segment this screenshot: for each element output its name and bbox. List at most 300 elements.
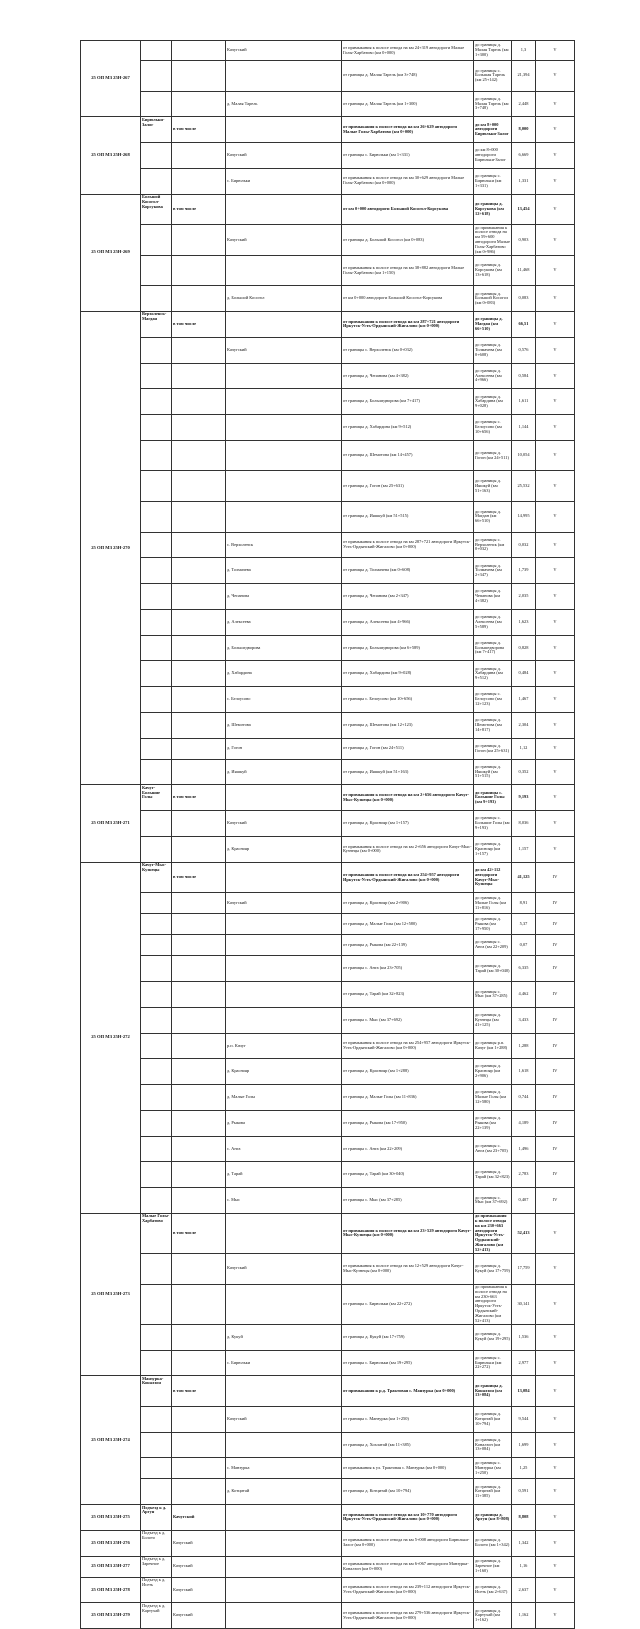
section-end: до примыкания к полосе отвода на км 230+663 автодороги Иркутск-Усть-Ордынский-Жигалово (км 52+413): [474, 1213, 512, 1253]
road-district: [172, 1110, 226, 1136]
settlement-name: [226, 1376, 342, 1407]
road-category: V: [536, 225, 575, 256]
section-start: от границы д. Краснояр (км 1+157): [342, 811, 474, 837]
section-length: 4,189: [512, 1110, 536, 1136]
table-row: [81, 738, 575, 759]
settlement-name: д. Большедворова: [226, 635, 342, 661]
road-district: [172, 225, 226, 256]
section-end: до границы д. Шемотова (км 14+817): [474, 712, 512, 738]
section-start: от границы с. Верхоленск (км 0+032): [342, 337, 474, 363]
road-district: [172, 1284, 226, 1324]
section-end: до границы д. Кукуй (км 19+295): [474, 1324, 512, 1350]
section-length: 2,637: [512, 1577, 536, 1603]
section-start: от границы д. Ияшкуй (км 51+163): [342, 759, 474, 785]
road-code: 25 ОП МЗ 25Н-269: [81, 194, 141, 311]
section-end: до границы д. Гогон (км 24+511): [474, 440, 512, 471]
settlement-name: [226, 1577, 342, 1603]
section-start: от границы д. Гогон (км 24+511): [342, 738, 474, 759]
road-category: V: [536, 1432, 575, 1458]
section-end: до границы с. Большие Голы (км 9+193): [474, 811, 512, 837]
section-end: до границы р.п. Качуг (км 1+288): [474, 1033, 512, 1059]
road-name: [141, 143, 172, 169]
section-length: 1,288: [512, 1033, 536, 1059]
road-category: V: [536, 363, 575, 389]
section-end: до границы д. Тарай (км 32+823): [474, 1162, 512, 1188]
table-row: [81, 1458, 575, 1479]
section-start: от км 0+000 автодороги Большой Косогол-Корсукова: [342, 286, 474, 312]
section-length: 10,054: [512, 440, 536, 471]
section-end: до границы д. Краснояр (км 2+906): [474, 1059, 512, 1085]
road-category: V: [536, 415, 575, 441]
settlement-name: [226, 61, 342, 92]
section-start: от границы д. Ияшкуй (км 51+515): [342, 502, 474, 533]
table-row: [81, 1432, 575, 1458]
road-district: Качугский: [172, 1603, 226, 1629]
road-district: [172, 687, 226, 713]
settlement-name: [226, 1284, 342, 1324]
settlement-name: Качугский: [226, 893, 342, 914]
road-district: [172, 1458, 226, 1479]
road-district: [172, 532, 226, 558]
table-row: [81, 1479, 575, 1505]
table-row: [81, 415, 575, 441]
road-name: [141, 337, 172, 363]
road-district: [172, 337, 226, 363]
road-district: Качугский: [172, 1556, 226, 1577]
road-name: [141, 836, 172, 862]
road-category: V: [536, 836, 575, 862]
road-name: [141, 363, 172, 389]
road-name: [141, 1350, 172, 1376]
table-row: [81, 91, 575, 117]
road-name: [141, 415, 172, 441]
section-end: до границы д. Большой Косогол (км 0+083): [474, 286, 512, 312]
settlement-name: [226, 255, 342, 286]
road-category: V: [536, 389, 575, 415]
settlement-name: [226, 956, 342, 982]
table-row: [81, 785, 575, 811]
road-category: IV: [536, 935, 575, 956]
road-district: [172, 1324, 226, 1350]
road-category: V: [536, 286, 575, 312]
road-district: [172, 584, 226, 610]
section-start: от границы д. Кукуй (км 17+759): [342, 1324, 474, 1350]
settlement-name: [226, 1432, 342, 1458]
settlement-name: Качугский: [226, 811, 342, 837]
section-start: от границы д. Малые Голы (км 12+580): [342, 914, 474, 935]
road-code: 25 ОП МЗ 25Н-274: [81, 1376, 141, 1505]
table-row: [81, 1505, 575, 1531]
road-category: V: [536, 738, 575, 759]
section-start: от примыкания к полосе отвода на км 26+629 автодороги Малые Голы-Харбатово (км 0+000): [342, 117, 474, 143]
section-start: от примыкания к полосе отвода на км 279+536 автодороги Иркутск-Усть-Ордынский-Жигалово (км 0+000): [342, 1603, 474, 1629]
section-end: до границы д. Заречное (км 1+160): [474, 1556, 512, 1577]
table-row: [81, 1577, 575, 1603]
settlement-name: д. Алексеева: [226, 609, 342, 635]
section-start: от границы д. Рыкова (км 17+950): [342, 1110, 474, 1136]
section-start: от границы д. Гогон (км 25+631): [342, 471, 474, 502]
road-name: [141, 635, 172, 661]
road-name: [141, 225, 172, 256]
road-district: [172, 558, 226, 584]
road-category: V: [536, 91, 575, 117]
road-district: в том числе: [172, 785, 226, 811]
section-length: 1,342: [512, 1530, 536, 1556]
table-row: [81, 61, 575, 92]
road-category: IV: [536, 1136, 575, 1162]
table-row: [81, 117, 575, 143]
section-end: до границы д. Хабардина (км 9+512): [474, 661, 512, 687]
settlement-name: [226, 862, 342, 893]
road-category: IV: [536, 1110, 575, 1136]
road-category: V: [536, 1284, 575, 1324]
road-district: [172, 935, 226, 956]
road-category: IV: [536, 981, 575, 1007]
section-start: от границы д. Большой Косогол (км 0+083): [342, 225, 474, 256]
section-start: от примыкания к полосе отвода на км 30+629 автодороги Малые Голы-Харбатово (км 0+000): [342, 168, 474, 194]
table-row: [81, 1033, 575, 1059]
section-end: до границы д. Малые Голы (км 12+580): [474, 1085, 512, 1111]
section-end: до границы д. Рыкова (км 17+950): [474, 914, 512, 935]
road-category: V: [536, 785, 575, 811]
table-row: [81, 312, 575, 338]
section-end: до км 8+000 автодороги Бирюльки-Залог: [474, 117, 512, 143]
settlement-name: с. Мыс: [226, 1188, 342, 1214]
document-page: [80, 40, 574, 1629]
section-start: от примыкания к полосе отвода на км 10+770 автодороги Иркутск-Усть-Ордынский-Жигалово (км 0+000): [342, 1505, 474, 1531]
table-row: [81, 389, 575, 415]
section-length: 1,12: [512, 738, 536, 759]
settlement-name: Качугский: [226, 225, 342, 256]
table-row: [81, 1213, 575, 1253]
section-length: 9,544: [512, 1406, 536, 1432]
section-start: от границы с. Мыс (км 37+285): [342, 1188, 474, 1214]
settlement-name: Качугский: [226, 1406, 342, 1432]
road-code: 25 ОП МЗ 25Н-272: [81, 862, 141, 1213]
section-length: 21,394: [512, 61, 536, 92]
road-category: IV: [536, 956, 575, 982]
section-length: 2,035: [512, 584, 536, 610]
settlement-name: р.п. Качуг: [226, 1033, 342, 1059]
settlement-name: д. Толмачева: [226, 558, 342, 584]
road-name: [141, 471, 172, 502]
section-start: от границы с. Мыс (км 37+692): [342, 1007, 474, 1033]
settlement-name: с. Манзурка: [226, 1458, 342, 1479]
section-start: от примыкания к полосе отвода на км 287+721 автодороги Иркутск-Усть-Ордынский-Жигалово (км 0+000): [342, 532, 474, 558]
section-start: от примыкания к полосе отвода на км 23+529 автодороги Качуг-Мыс-Кузнецы (км 0+000): [342, 1213, 474, 1253]
section-end: до границы д. Коналзон (км 13+084): [474, 1432, 512, 1458]
settlement-name: д. Кукуй: [226, 1324, 342, 1350]
road-name: [141, 1188, 172, 1214]
section-start: от примыкания к полосе отвода на км 2+656 автодороги Качуг-Мыс-Кузнецы (км 0+000): [342, 785, 474, 811]
road-district: [172, 61, 226, 92]
section-end: до границы д. Хабардина (км 9+028): [474, 389, 512, 415]
road-district: [172, 286, 226, 312]
road-category: V: [536, 1530, 575, 1556]
settlement-name: д. Гогон: [226, 738, 342, 759]
section-end: до границы д. Краснояр (км 1+157): [474, 836, 512, 862]
section-start: от границы с. Бирюльки (км 19+295): [342, 1350, 474, 1376]
table-row: [81, 893, 575, 914]
settlement-name: с. Бирюльки: [226, 1350, 342, 1376]
table-row: [81, 1603, 575, 1629]
road-district: [172, 1085, 226, 1111]
settlement-name: д. Тарай: [226, 1162, 342, 1188]
settlement-name: [226, 914, 342, 935]
table-row: [81, 337, 575, 363]
road-name: [141, 286, 172, 312]
table-row: [81, 609, 575, 635]
settlement-name: [226, 194, 342, 225]
road-category: IV: [536, 1033, 575, 1059]
road-name: [141, 255, 172, 286]
road-name: [141, 1406, 172, 1432]
road-name: Верхоленск-Магдан: [141, 312, 172, 338]
road-name: [141, 1007, 172, 1033]
section-start: от границы д. Шемотова (км 12+123): [342, 712, 474, 738]
section-length: 8,000: [512, 117, 536, 143]
section-start: от границы д. Толмачева (км 0+608): [342, 558, 474, 584]
section-length: 0,07: [512, 935, 536, 956]
section-end: до границы с. Белоусово (км 10+656): [474, 415, 512, 441]
road-category: IV: [536, 1085, 575, 1111]
table-row: [81, 836, 575, 862]
road-district: [172, 255, 226, 286]
section-start: от границы с. Бирюльки (км 1+331): [342, 143, 474, 169]
section-length: 1,618: [512, 1059, 536, 1085]
road-code: 25 ОП МЗ 25Н-275: [81, 1505, 141, 1531]
table-row: [81, 532, 575, 558]
section-start: от границы д. Чепанова (км 4+382): [342, 363, 474, 389]
section-length: 0,352: [512, 759, 536, 785]
road-code: 25 ОП МЗ 25Н-267: [81, 41, 141, 117]
section-length: 0,744: [512, 1085, 536, 1111]
section-start: от границы д. Котцитай (км 10+794): [342, 1479, 474, 1505]
section-end: до границы д. Малая Тарель (км 3+748): [474, 91, 512, 117]
road-category: IV: [536, 862, 575, 893]
road-category: V: [536, 1505, 575, 1531]
settlement-name: д. Краснояр: [226, 836, 342, 862]
road-district: [172, 1033, 226, 1059]
settlement-name: д. Краснояр: [226, 1059, 342, 1085]
road-category: V: [536, 440, 575, 471]
road-district: [172, 712, 226, 738]
road-category: V: [536, 312, 575, 338]
settlement-name: д. Шемотова: [226, 712, 342, 738]
section-length: 1,496: [512, 1136, 536, 1162]
road-name: [141, 661, 172, 687]
section-length: 0,828: [512, 635, 536, 661]
settlement-name: [226, 117, 342, 143]
road-district: [172, 143, 226, 169]
section-length: 8,91: [512, 893, 536, 914]
section-end: до границы с. Анга (км 22+209): [474, 935, 512, 956]
section-length: 0,903: [512, 225, 536, 256]
road-name: Подъезд к д. Заречное: [141, 1556, 172, 1577]
settlement-name: д. Большой Косогол: [226, 286, 342, 312]
road-district: Качугский: [172, 1505, 226, 1531]
section-end: до границы д. Толмачева (км 2+347): [474, 558, 512, 584]
section-length: 1,25: [512, 1458, 536, 1479]
section-length: 5,37: [512, 914, 536, 935]
section-end: до км 42+112 автодороги Качуг-Мыс-Кузнецы: [474, 862, 512, 893]
road-category: IV: [536, 914, 575, 935]
road-category: V: [536, 194, 575, 225]
section-length: 25,532: [512, 471, 536, 502]
road-code: 25 ОП МЗ 25Н-278: [81, 1577, 141, 1603]
section-start: от границы д. Малая Тарель (км 1+300): [342, 91, 474, 117]
section-end: до границы д. Алексеева (км 5+589): [474, 609, 512, 635]
road-category: V: [536, 1577, 575, 1603]
section-start: от границы д. Шемотова (км 14+457): [342, 440, 474, 471]
road-name: [141, 1479, 172, 1505]
settlement-name: Качугский: [226, 143, 342, 169]
road-district: [172, 363, 226, 389]
table-row: [81, 811, 575, 837]
section-length: 1,157: [512, 836, 536, 862]
road-name: [141, 914, 172, 935]
section-end: до границы д. Магдан (км 66+510): [474, 312, 512, 338]
road-name: [141, 584, 172, 610]
section-start: от границы с. Белоусово (км 10+656): [342, 687, 474, 713]
settlement-name: д. Малая Тарель: [226, 91, 342, 117]
road-district: [172, 836, 226, 862]
section-end: до границы с. Белоусово (км 12+123): [474, 687, 512, 713]
section-length: 13,454: [512, 194, 536, 225]
road-category: V: [536, 502, 575, 533]
road-category: V: [536, 558, 575, 584]
road-district: [172, 1162, 226, 1188]
table-row: [81, 1188, 575, 1214]
section-length: 52,413: [512, 1213, 536, 1253]
section-end: до границы д. Кукуй (км 17+759): [474, 1254, 512, 1285]
table-row: [81, 1110, 575, 1136]
table-row: [81, 981, 575, 1007]
table-row: [81, 1059, 575, 1085]
road-category: V: [536, 337, 575, 363]
table-row: [81, 1556, 575, 1577]
road-name: Качуг-Большие Голы: [141, 785, 172, 811]
table-row: [81, 225, 575, 256]
road-category: V: [536, 1324, 575, 1350]
section-end: до границы с. Большая Тарель (км 25+142): [474, 61, 512, 92]
road-district: [172, 759, 226, 785]
road-district: [172, 502, 226, 533]
table-row: [81, 471, 575, 502]
section-length: 17,759: [512, 1254, 536, 1285]
table-row: [81, 255, 575, 286]
road-category: V: [536, 1479, 575, 1505]
section-end: до границы д. Ияшкуй (км 51+515): [474, 759, 512, 785]
section-end: до границы д. Гогон (км 25+631): [474, 738, 512, 759]
section-start: от границы д. Краснояр (км 2+906): [342, 893, 474, 914]
road-district: [172, 811, 226, 837]
section-length: 6,335: [512, 956, 536, 982]
section-start: от км 0+000 автодороги Большой Косогол-Корсукова: [342, 194, 474, 225]
table-row: [81, 440, 575, 471]
road-district: [172, 1136, 226, 1162]
section-start: от границы д. Тарай (км 30+040): [342, 1162, 474, 1188]
table-row: [81, 584, 575, 610]
section-end: до границы д. Ияшкуй (км 51+163): [474, 471, 512, 502]
section-end: до примыкания к полосе отвода на км 230+663 автодороги Иркутск-Усть-Ордынский-Жигалово (км 52+413): [474, 1284, 512, 1324]
road-name: [141, 956, 172, 982]
road-category: V: [536, 687, 575, 713]
settlement-name: д. Ияшкуй: [226, 759, 342, 785]
section-length: 3,433: [512, 1007, 536, 1033]
road-code: 25 ОП МЗ 25Н-270: [81, 312, 141, 785]
table-row: [81, 41, 575, 61]
road-name: [141, 759, 172, 785]
section-end: до границы д. Исеть (км 2+637): [474, 1577, 512, 1603]
section-start: от границы д. Чепанова (км 2+347): [342, 584, 474, 610]
section-start: от примыкания к полосе отвода на км 38+882 автодороги Малые Голы-Харбатово (км 1+150): [342, 255, 474, 286]
road-district: [172, 389, 226, 415]
table-row: [81, 1406, 575, 1432]
settlement-name: д. Хабардина: [226, 661, 342, 687]
section-start: от примыкания к полосе отвода на км 24+319 автодороги Малые Голы-Харбатово (км 0+000): [342, 41, 474, 61]
section-end: до границы с. Мыс (км 37+692): [474, 1188, 512, 1214]
road-name: [141, 1324, 172, 1350]
road-district: Качугский: [172, 1577, 226, 1603]
road-district: [172, 609, 226, 635]
road-category: V: [536, 1458, 575, 1479]
table-row: [81, 635, 575, 661]
settlement-name: с. Анга: [226, 1136, 342, 1162]
section-end: до границы д. Толмачева (км 0+608): [474, 337, 512, 363]
road-district: в том числе: [172, 312, 226, 338]
section-end: до границы д. Котцитай (км 10+794): [474, 1406, 512, 1432]
section-length: 6,669: [512, 143, 536, 169]
road-category: IV: [536, 1188, 575, 1214]
section-length: 1,536: [512, 1324, 536, 1350]
road-name: [141, 532, 172, 558]
road-name: [141, 1284, 172, 1324]
section-length: 4,462: [512, 981, 536, 1007]
section-start: от границы д. Алексеева (км 4+966): [342, 609, 474, 635]
road-district: [172, 635, 226, 661]
road-name: [141, 1110, 172, 1136]
road-name: Качуг-Мыс-Кузнецы: [141, 862, 172, 893]
section-length: 2,783: [512, 1162, 536, 1188]
road-name: [141, 811, 172, 837]
road-district: [172, 661, 226, 687]
settlement-name: д. Малые Голы: [226, 1085, 342, 1111]
section-start: от границы д. Хабардина (км 9+512): [342, 415, 474, 441]
table-row: [81, 1530, 575, 1556]
section-start: от границы д. Малая Тарель (км 3+748): [342, 61, 474, 92]
settlement-name: [226, 935, 342, 956]
section-end: до границы с. Бирюльки (км 22+272): [474, 1350, 512, 1376]
section-end: до примыкания к полосе отвода на км 59+600 автодороги Малые Голы-Харбатово (км 0+986): [475, 224, 510, 254]
settlement-name: [226, 981, 342, 1007]
section-start: от границы с. Анга (км 22+209): [342, 1136, 474, 1162]
section-start: от примыкания к ул. Трактовая с. Манзурка (км 0+000): [342, 1458, 474, 1479]
section-start: от примыкания к полосе отвода на км 239+112 автодороги Иркутск-Усть-Ордынский-Жигалово (км 0+000): [342, 1577, 474, 1603]
section-start: от границы д. Краснояр (км 1+288): [342, 1059, 474, 1085]
section-end: до границы д. Малая Тарель (км 1+300): [474, 41, 512, 61]
road-name: [141, 1059, 172, 1085]
road-category: V: [536, 41, 575, 61]
section-end: до границы д. Большедворова (км 7+417): [474, 635, 512, 661]
table-row: [81, 558, 575, 584]
road-district: в том числе: [172, 1213, 226, 1253]
settlement-name: [226, 363, 342, 389]
table-row: [81, 935, 575, 956]
table-row: [81, 759, 575, 785]
section-start: от примыкания к полосе отвода на км 2+656 автодороги Качуг-Мыс-Кузнецы (км 0+000): [342, 836, 474, 862]
table-row: [81, 1136, 575, 1162]
